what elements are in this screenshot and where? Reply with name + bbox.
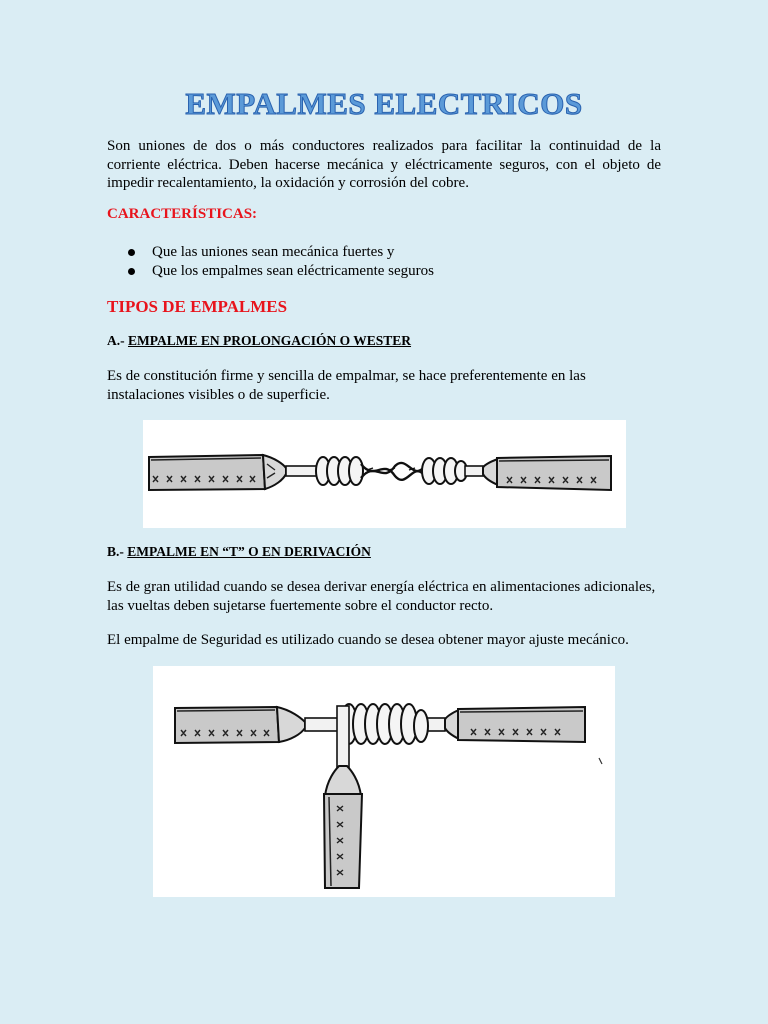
bullet-icon: [128, 268, 135, 275]
bullet-icon: [128, 249, 135, 256]
t-splice-drawing: [153, 666, 615, 897]
tipos-heading: TIPOS DE EMPALMES: [107, 297, 288, 316]
page-title: EMPALMES ELECTRICOS: [185, 86, 583, 121]
section-a-prefix: A.-: [107, 333, 128, 348]
list-item-text: Que los empalmes sean eléctricamente seguros: [152, 263, 434, 279]
section-b-prefix: B.-: [107, 544, 128, 559]
list-item: [107, 262, 434, 281]
wester-splice-drawing: [143, 420, 626, 528]
caracteristicas-list: [107, 243, 434, 281]
caracteristicas-heading: CARACTERÍSTICAS:: [107, 206, 258, 222]
section-b-paragraph: Es de gran utilidad cuando se desea derivar energía eléctrica en alimentaciones adicionales, las vueltas deben sujetarse fuertemente sobre el conductor recto.: [107, 579, 656, 614]
section-a-title: EMPALME EN PROLONGACIÓN O WESTER: [128, 333, 412, 348]
list-item: [107, 243, 434, 262]
wester-splice-illustration: [143, 420, 626, 528]
section-a-paragraph: Es de constitución firme y sencilla de empalmar, se hace preferentemente en las instalaciones visibles o de superficie.: [107, 368, 586, 403]
security-splice-paragraph: El empalme de Seguridad es utilizado cuando se desea obtener mayor ajuste mecánico.: [107, 632, 629, 648]
section-b-heading: [107, 544, 371, 560]
intro-paragraph: Son uniones de dos o más conductores realizados para facilitar la continuidad de la corriente eléctrica. Deben hacerse mecánica y eléctricamente seguros, con el objeto de impedir recalentamiento, la oxidación y corrosión del cobre.: [107, 138, 661, 191]
list-item-text: Que las uniones sean mecánica fuertes y: [152, 244, 395, 260]
section-a-heading: [107, 333, 411, 349]
section-b-title: EMPALME EN “T” O EN DERIVACIÓN: [127, 544, 371, 559]
t-splice-illustration: [153, 666, 615, 897]
